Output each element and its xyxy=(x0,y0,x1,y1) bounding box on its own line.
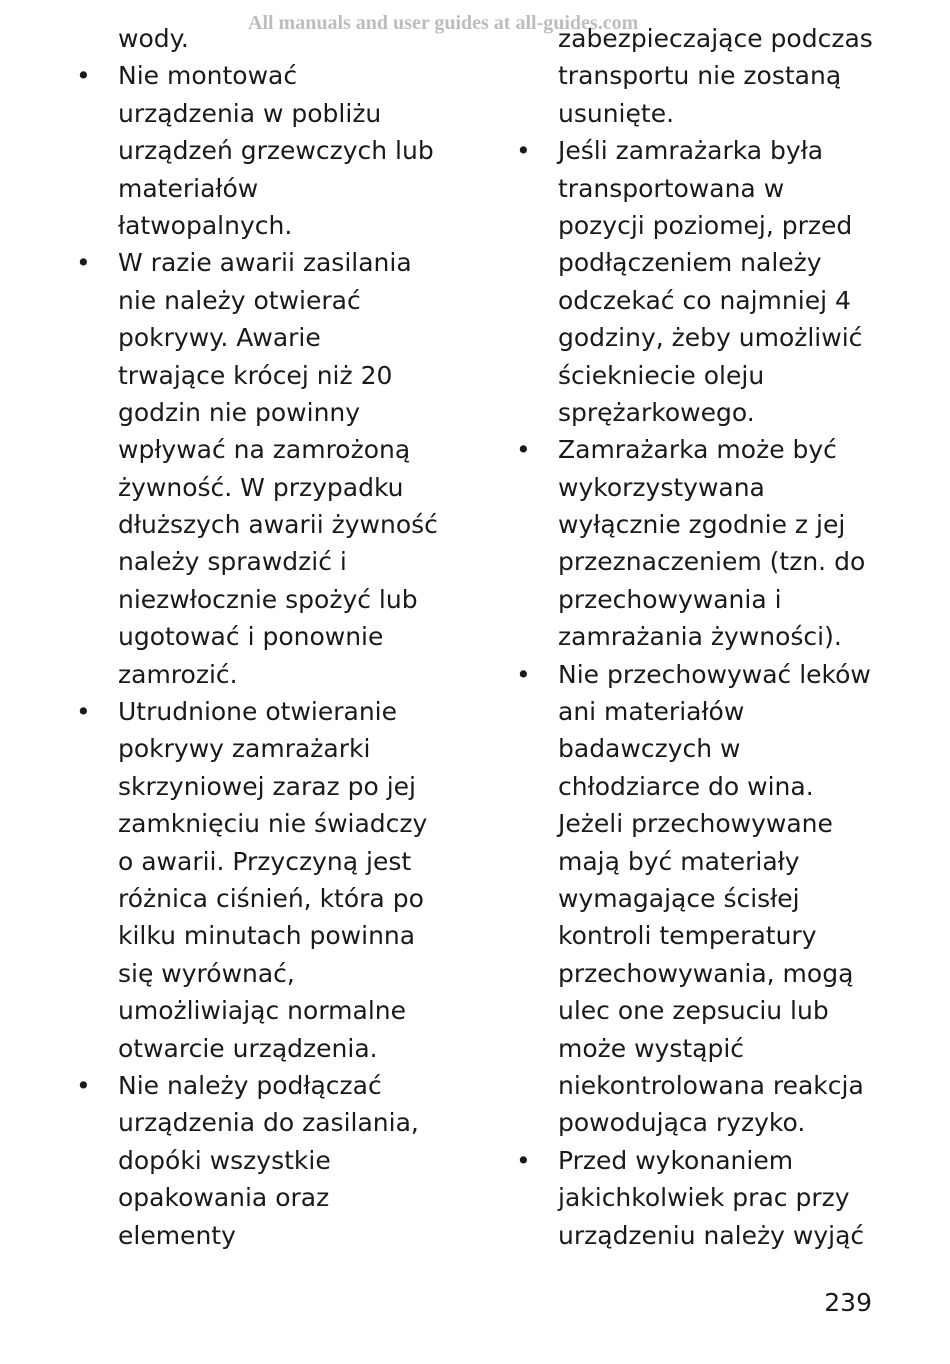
bullet-item xyxy=(516,431,896,655)
text-line: wpływać na zamrożoną xyxy=(118,435,411,465)
text-line: niekontrolowana reakcja xyxy=(558,1070,864,1100)
text-line: nie należy otwierać xyxy=(118,285,361,315)
text-line: jakichkolwiek prac przy xyxy=(558,1183,850,1213)
bullet-item xyxy=(76,57,446,244)
text-line: zamrażania żywności). xyxy=(558,622,842,652)
text-line: transportowana w xyxy=(558,173,785,203)
text-line: • Zamrażarka może być xyxy=(516,431,896,468)
bullet-item xyxy=(516,1142,896,1254)
text-line: pozycji poziomej, przed xyxy=(558,210,853,240)
page-number: 239 xyxy=(824,1288,872,1317)
text-line: otwarcie urządzenia. xyxy=(118,1033,378,1063)
text-line: kontroli temperatury xyxy=(558,921,817,951)
text-line: należy sprawdzić i xyxy=(118,547,347,577)
text-line: kilku minutach powinna xyxy=(118,921,416,951)
text-line: urządzeniu należy wyjąć xyxy=(558,1220,865,1250)
text-line: wykorzystywana xyxy=(558,472,765,502)
text-line: transportu nie zostaną xyxy=(558,61,842,91)
right-column xyxy=(516,20,896,1254)
text-line: przechowywania, mogą xyxy=(558,958,854,988)
text-line: wody. xyxy=(118,24,189,53)
text-line: pokrywy. Awarie xyxy=(118,323,321,353)
text-line: powodująca ryzyko. xyxy=(558,1108,806,1138)
text-line: chłodziarce do wina. xyxy=(558,771,814,801)
text-line: • W razie awarii zasilania xyxy=(76,244,446,281)
text-line: badawczych w xyxy=(558,734,741,764)
text-line: opakowania oraz xyxy=(118,1183,330,1213)
text-line: umożliwiając normalne xyxy=(118,996,407,1026)
text-line: się wyrównać, xyxy=(118,958,295,988)
text-line: elementy xyxy=(118,1220,236,1250)
text-line: godzin nie powinny xyxy=(118,397,361,427)
text-line: skrzyniowej zaraz po jej xyxy=(118,771,416,801)
continued-text xyxy=(76,20,446,57)
text-line: trwające krócej niż 20 xyxy=(118,360,393,390)
text-line: żywność. W przypadku xyxy=(118,472,404,502)
text-line: • Jeśli zamrażarka była xyxy=(516,132,896,169)
text-line: zamrozić. xyxy=(118,659,238,689)
text-line: urządzeń grzewczych lub xyxy=(118,136,434,166)
left-column xyxy=(76,20,446,1254)
text-line: ściekniecie oleju xyxy=(558,360,765,390)
text-line: wymagające ścisłej xyxy=(558,883,800,913)
text-line: • Przed wykonaniem xyxy=(516,1142,896,1179)
text-line: podłączeniem należy xyxy=(558,248,822,278)
text-line: • Nie należy podłączać xyxy=(76,1067,446,1104)
text-line: łatwopalnych. xyxy=(118,210,293,240)
text-line: dłuższych awarii żywność xyxy=(118,510,438,540)
text-line: Jeżeli przechowywane xyxy=(558,809,833,839)
text-line: mają być materiały xyxy=(558,846,800,876)
bullet-item xyxy=(516,132,896,431)
text-line: urządzenia do zasilania, xyxy=(118,1108,419,1138)
text-line: • Nie montować xyxy=(76,57,446,94)
bullet-item xyxy=(76,244,446,693)
text-line: może wystąpić xyxy=(558,1033,745,1063)
watermark: All manuals and user guides at all-guides.com xyxy=(248,12,639,34)
text-line: sprężarkowego. xyxy=(558,397,755,427)
text-line: • Utrudnione otwieranie xyxy=(76,693,446,730)
text-line: dopóki wszystkie xyxy=(118,1145,331,1175)
text-line: usunięte. xyxy=(558,98,675,128)
text-line: godziny, żeby umożliwić xyxy=(558,323,863,353)
text-line: ani materiałów xyxy=(558,697,745,727)
text-line: materiałów xyxy=(118,173,259,203)
continued-text xyxy=(516,20,896,132)
text-line: ulec one zepsuciu lub xyxy=(558,996,829,1026)
text-line: zamknięciu nie świadczy xyxy=(118,809,428,839)
text-line: o awarii. Przyczyną jest xyxy=(118,846,412,876)
text-line: niezwłocznie spożyć lub xyxy=(118,584,418,614)
text-line: urządzenia w pobliżu xyxy=(118,98,382,128)
text-line: różnica ciśnień, która po xyxy=(118,883,424,913)
bullet-item xyxy=(516,656,896,1142)
text-line: wyłącznie zgodnie z jej xyxy=(558,510,846,540)
text-line: przechowywania i xyxy=(558,584,782,614)
text-line: ugotować i ponownie xyxy=(118,622,384,652)
text-line: przeznaczeniem (tzn. do xyxy=(558,547,866,577)
text-line: odczekać co najmniej 4 xyxy=(558,285,851,315)
bullet-item xyxy=(76,1067,446,1254)
text-line: • Nie przechowywać leków xyxy=(516,656,896,693)
bullet-item xyxy=(76,693,446,1067)
text-line: pokrywy zamrażarki xyxy=(118,734,371,764)
text-line: zabezpieczające podczas xyxy=(558,24,873,53)
